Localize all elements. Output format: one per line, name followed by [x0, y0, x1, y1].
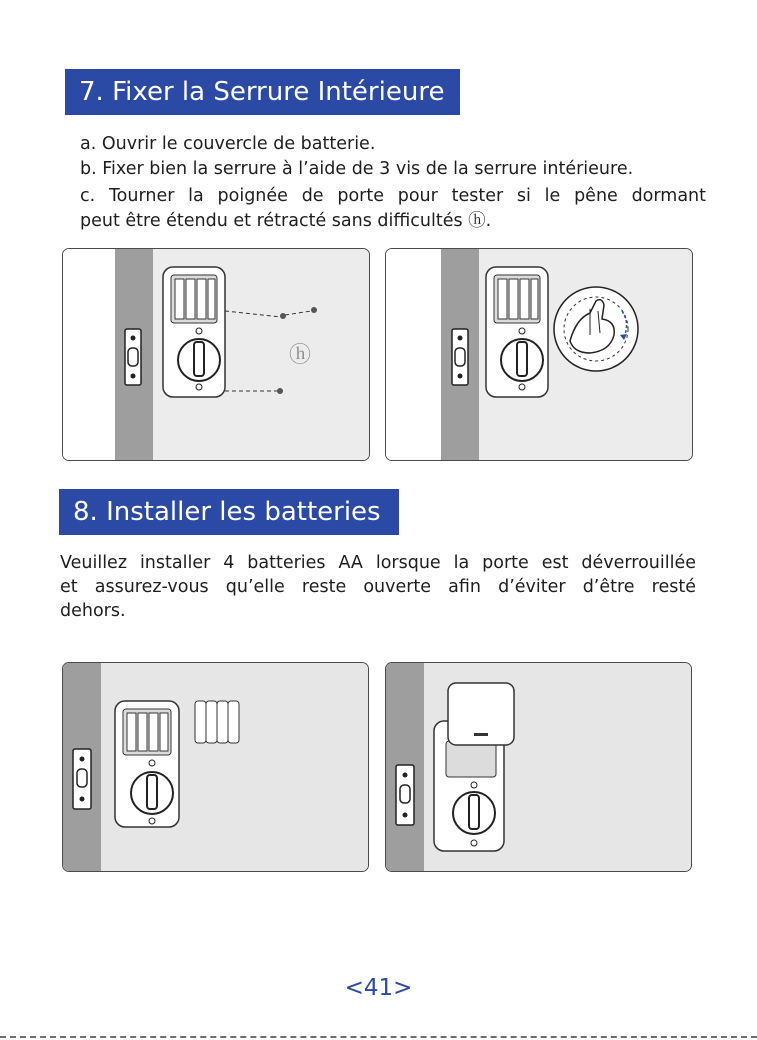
bottom-divider: [0, 1036, 757, 1038]
interior-lock: [163, 267, 225, 397]
hand-icon: [554, 287, 638, 371]
step-c-end: .: [485, 211, 492, 231]
figure-marker-h: ⓗ: [289, 343, 312, 368]
section-7-title: 7. Fixer la Serrure Intérieure: [65, 69, 460, 115]
strike-plate: [73, 749, 91, 809]
strike-plate: [125, 329, 141, 385]
step-b: b. Fixer bien la serrure à l’aide de 3 vis de la serrure intérieure.: [80, 159, 634, 179]
body-line-3: dehors.: [60, 601, 126, 621]
step-a: a. Ouvrir le couvercle de batterie.: [80, 134, 376, 154]
battery-icon: [195, 701, 239, 743]
battery-cover: [448, 683, 514, 745]
step-c-line2-text: peut être étendu et rétracté sans difficultés: [80, 211, 463, 231]
page-number: <41>: [344, 975, 413, 1001]
strike-plate: [452, 329, 468, 385]
section-8-title: 8. Installer les batteries: [59, 489, 399, 535]
body-line-2: et assurez-vous qu’elle reste ouverte afin d’éviter d’être resté: [60, 577, 696, 597]
interior-lock: [115, 701, 179, 827]
step-c-marker: ⓗ: [468, 211, 486, 231]
figure-lock-screws: [62, 248, 370, 461]
figure-batteries-out: [62, 662, 369, 872]
figure-cover-on: [385, 662, 692, 872]
body-line-1: Veuillez installer 4 batteries AA lorsque la porte est déverrouillée: [60, 553, 696, 573]
step-c-line1: c. Tourner la poignée de porte pour tester si le pêne dormant: [80, 186, 706, 206]
strike-plate: [396, 765, 414, 825]
figure-turn-knob: [385, 248, 693, 461]
step-c-line2: [80, 210, 491, 234]
interior-lock: [486, 267, 548, 397]
